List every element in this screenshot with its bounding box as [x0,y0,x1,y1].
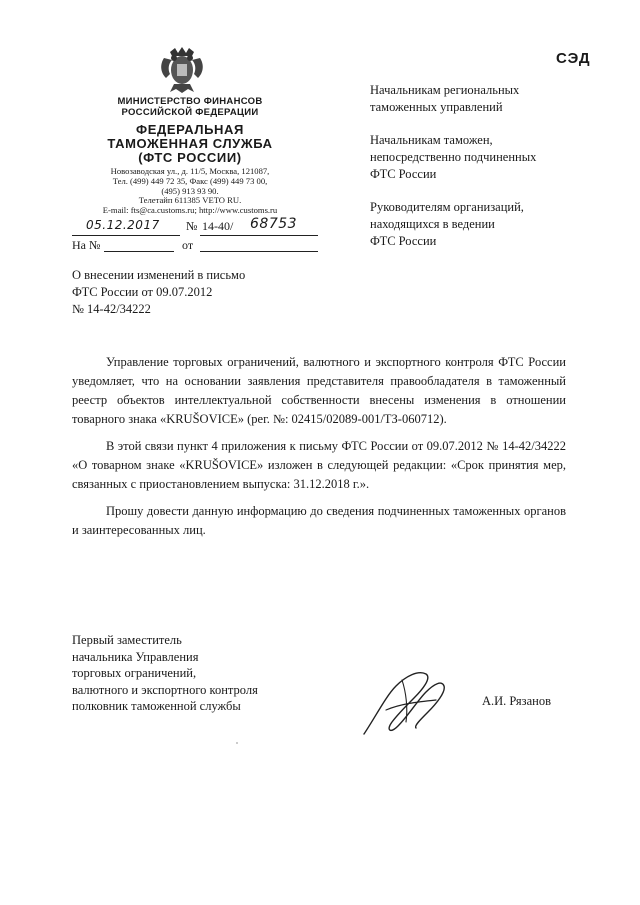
body-paragraph: Управление торговых ограничений, валютного и экспортного контроля ФТС России уведомляет, что на основании заявления представителя правообладателя в таможенный реестр объектов интеллектуальной собственности внесены изменения в отношении товарного знака «KRUŠOVICE» (рег. №: 02415/02089-001/ТЗ-060712). [72,355,566,426]
addressee [370,82,590,116]
signer-position-line: валютного и экспортного контроля [72,682,258,697]
subject [72,267,312,318]
contact-info [85,167,295,216]
contact-line: Тел. (499) 449 72 35, Факс (499) 449 73 00, [112,175,268,186]
registration-number-handwritten: 68753 [250,216,298,232]
reference-label: На № [72,238,101,252]
addressee [370,132,590,183]
addressee-line: непосредственно подчиненных [370,150,537,164]
reference-from-label: от [182,238,194,252]
signer-position-line: Первый заместитель [72,633,182,647]
signer-position-line: начальника Управления [72,649,199,664]
addressees [370,82,590,266]
contact-line: Новозаводская ул., д. 11/5, Москва, 121087, [110,166,270,176]
ministry-line: РОССИЙСКОЙ ФЕДЕРАЦИИ [121,107,259,118]
addressee-line: находящихся в ведении [370,217,495,231]
reference-row [72,238,320,254]
document-mark: СЭД [556,50,591,67]
signer-position-line: полковник таможенной службы [72,699,241,713]
addressee-line: Руководителям организаций, [370,200,524,214]
registration-row [72,218,320,238]
state-emblem-icon [156,44,208,94]
contact-line: Телетайп 611385 VETO RU. [138,195,242,206]
letter-body [72,353,566,548]
contact-line: E-mail: fts@ca.customs.ru; http://www.customs.ru [102,205,278,216]
service-line: ТАМОЖЕННАЯ СЛУЖБА [107,136,273,151]
addressee-line: ФТС России [370,234,437,248]
addressee-line: таможенных управлений [370,100,503,114]
subject-line: О внесении изменений в письмо [72,268,246,282]
addressee-line: ФТС России [370,167,437,181]
addressee-line: Начальникам таможен, [370,133,493,147]
subject-line: № 14-42/34222 [72,302,151,316]
signer-name: А.И. Рязанов [482,694,551,708]
registration-number: 14-40/ [202,219,234,233]
subject-line: ФТС России от 09.07.2012 [72,285,213,299]
contact-line: (495) 913 93 90. [161,185,219,196]
ministry-line: МИНИСТЕРСТВО ФИНАНСОВ [117,96,263,107]
body-paragraph: В этой связи пункт 4 приложения к письму ФТС России от 09.07.2012 № 14-42/34222 «О товарном знаке «KRUŠOVICE» изложен в следующей редакции: «Срок принятия мер, связанных с приостановлением выпуска: 31.12.2018 г.». [72,439,566,491]
body-paragraph: Прошу довести данную информацию до сведения подчиненных таможенных органов и заинтересованных лиц. [72,504,566,537]
registration-date: 05.12.2017 [86,218,160,232]
service-name [85,123,295,165]
signer-position [72,632,332,715]
ministry-name [85,96,295,118]
service-line: (ФТС РОССИИ) [138,150,242,165]
signer-position-line: торговых ограничений, [72,666,197,680]
scan-speck [236,742,238,744]
addressee [370,199,590,250]
service-line: ФЕДЕРАЛЬНАЯ [136,122,244,137]
addressee-line: Начальникам региональных [370,83,520,97]
registration-number-prefix: № [186,219,198,233]
handwritten-signature [356,656,456,746]
